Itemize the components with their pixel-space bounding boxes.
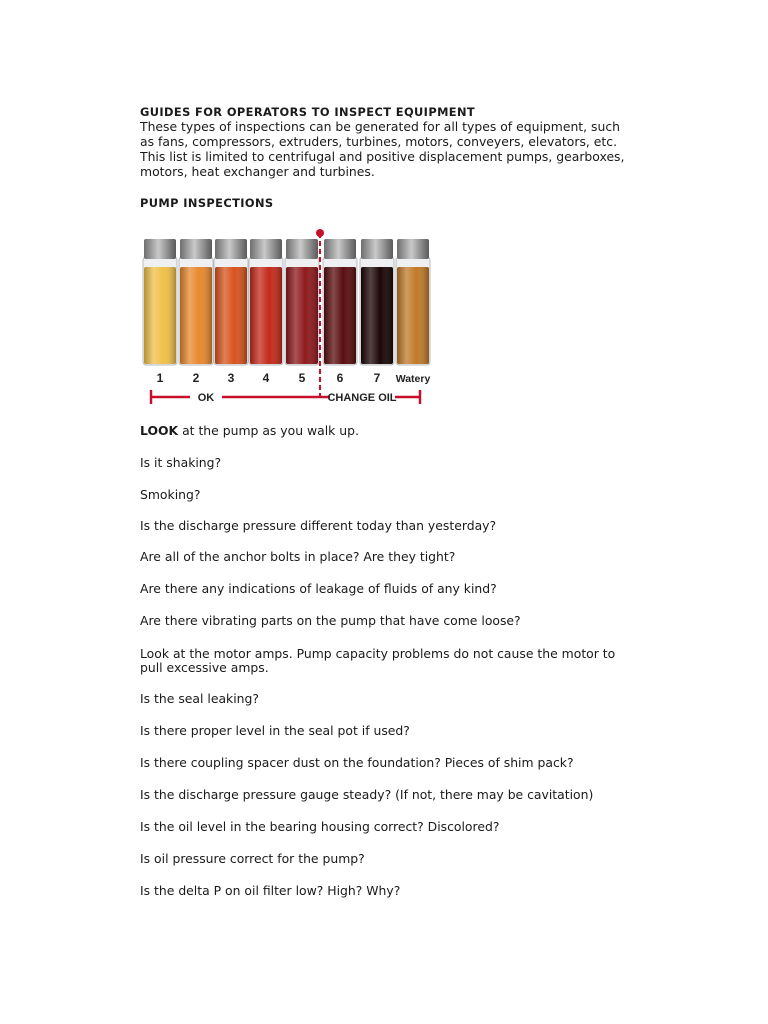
document-heading: GUIDES FOR OPERATORS TO INSPECT EQUIPMENT xyxy=(140,105,476,119)
inspection-question: Is the seal leaking? xyxy=(140,691,259,706)
vial-shine xyxy=(361,267,393,364)
vial-cap xyxy=(324,239,356,259)
vial-shine xyxy=(180,267,212,364)
vial-shine xyxy=(397,267,429,364)
vial-number-label: 6 xyxy=(336,371,344,385)
inspection-question: Is the discharge pressure gauge steady? (If not, there may be cavitation) xyxy=(140,787,594,802)
inspection-question: Is it shaking? xyxy=(140,455,222,470)
look-keyword: LOOK xyxy=(140,423,179,438)
intro-line-2: as fans, compressors, extruders, turbines, motors, conveyers, elevators, etc. xyxy=(140,134,618,149)
vial-number-label: 4 xyxy=(262,371,270,385)
section-title: PUMP INSPECTIONS xyxy=(140,196,274,210)
vial-number-label: 1 xyxy=(156,371,164,385)
inspection-question: Look at the motor amps. Pump capacity problems do not cause the motor to xyxy=(140,646,616,661)
change-oil-label: CHANGE OIL xyxy=(327,392,397,404)
vial-shine xyxy=(144,267,176,364)
vial-cap xyxy=(397,239,429,259)
vial-shine xyxy=(324,267,356,364)
vial-cap xyxy=(180,239,212,259)
look-rest: at the pump as you walk up. xyxy=(178,423,359,438)
inspection-question: Is the oil level in the bearing housing correct? Discolored? xyxy=(140,819,500,834)
vial-shine xyxy=(286,267,318,364)
ok-label: OK xyxy=(197,392,215,404)
oil-color-chart xyxy=(140,225,436,410)
look-line xyxy=(140,424,359,439)
inspection-question: Smoking? xyxy=(140,487,201,502)
inspection-question: Is the discharge pressure different today than yesterday? xyxy=(140,518,497,533)
intro-line-3: This list is limited to centrifugal and positive displacement pumps, gearboxes, xyxy=(140,149,625,164)
intro-line-4: motors, heat exchanger and turbines. xyxy=(140,164,375,179)
vial-cap xyxy=(144,239,176,259)
inspection-question: Is there proper level in the seal pot if used? xyxy=(140,723,410,738)
vial-number-label: 7 xyxy=(373,371,381,385)
vial-number-label: 2 xyxy=(192,371,200,385)
oil-color-chart-graphic xyxy=(140,225,436,410)
inspection-question: Is oil pressure correct for the pump? xyxy=(140,851,365,866)
inspection-question: pull excessive amps. xyxy=(140,660,269,675)
vial-cap xyxy=(361,239,393,259)
vial-shine xyxy=(250,267,282,364)
vial-number-label: 3 xyxy=(227,371,235,385)
vial-cap xyxy=(286,239,318,259)
vial-cap xyxy=(215,239,247,259)
vial-number-label: 5 xyxy=(298,371,306,385)
inspection-question: Is there coupling spacer dust on the foundation? Pieces of shim pack? xyxy=(140,755,574,770)
inspection-question: Are all of the anchor bolts in place? Are they tight? xyxy=(140,549,456,564)
inspection-question: Are there any indications of leakage of fluids of any kind? xyxy=(140,581,497,596)
inspection-question: Are there vibrating parts on the pump that have come loose? xyxy=(140,613,521,628)
intro-line-1: These types of inspections can be generated for all types of equipment, such xyxy=(140,119,621,134)
vial-shine xyxy=(215,267,247,364)
vial-cap xyxy=(250,239,282,259)
vial-number-label: Watery xyxy=(395,373,431,385)
inspection-question: Is the delta P on oil filter low? High? Why? xyxy=(140,883,401,898)
